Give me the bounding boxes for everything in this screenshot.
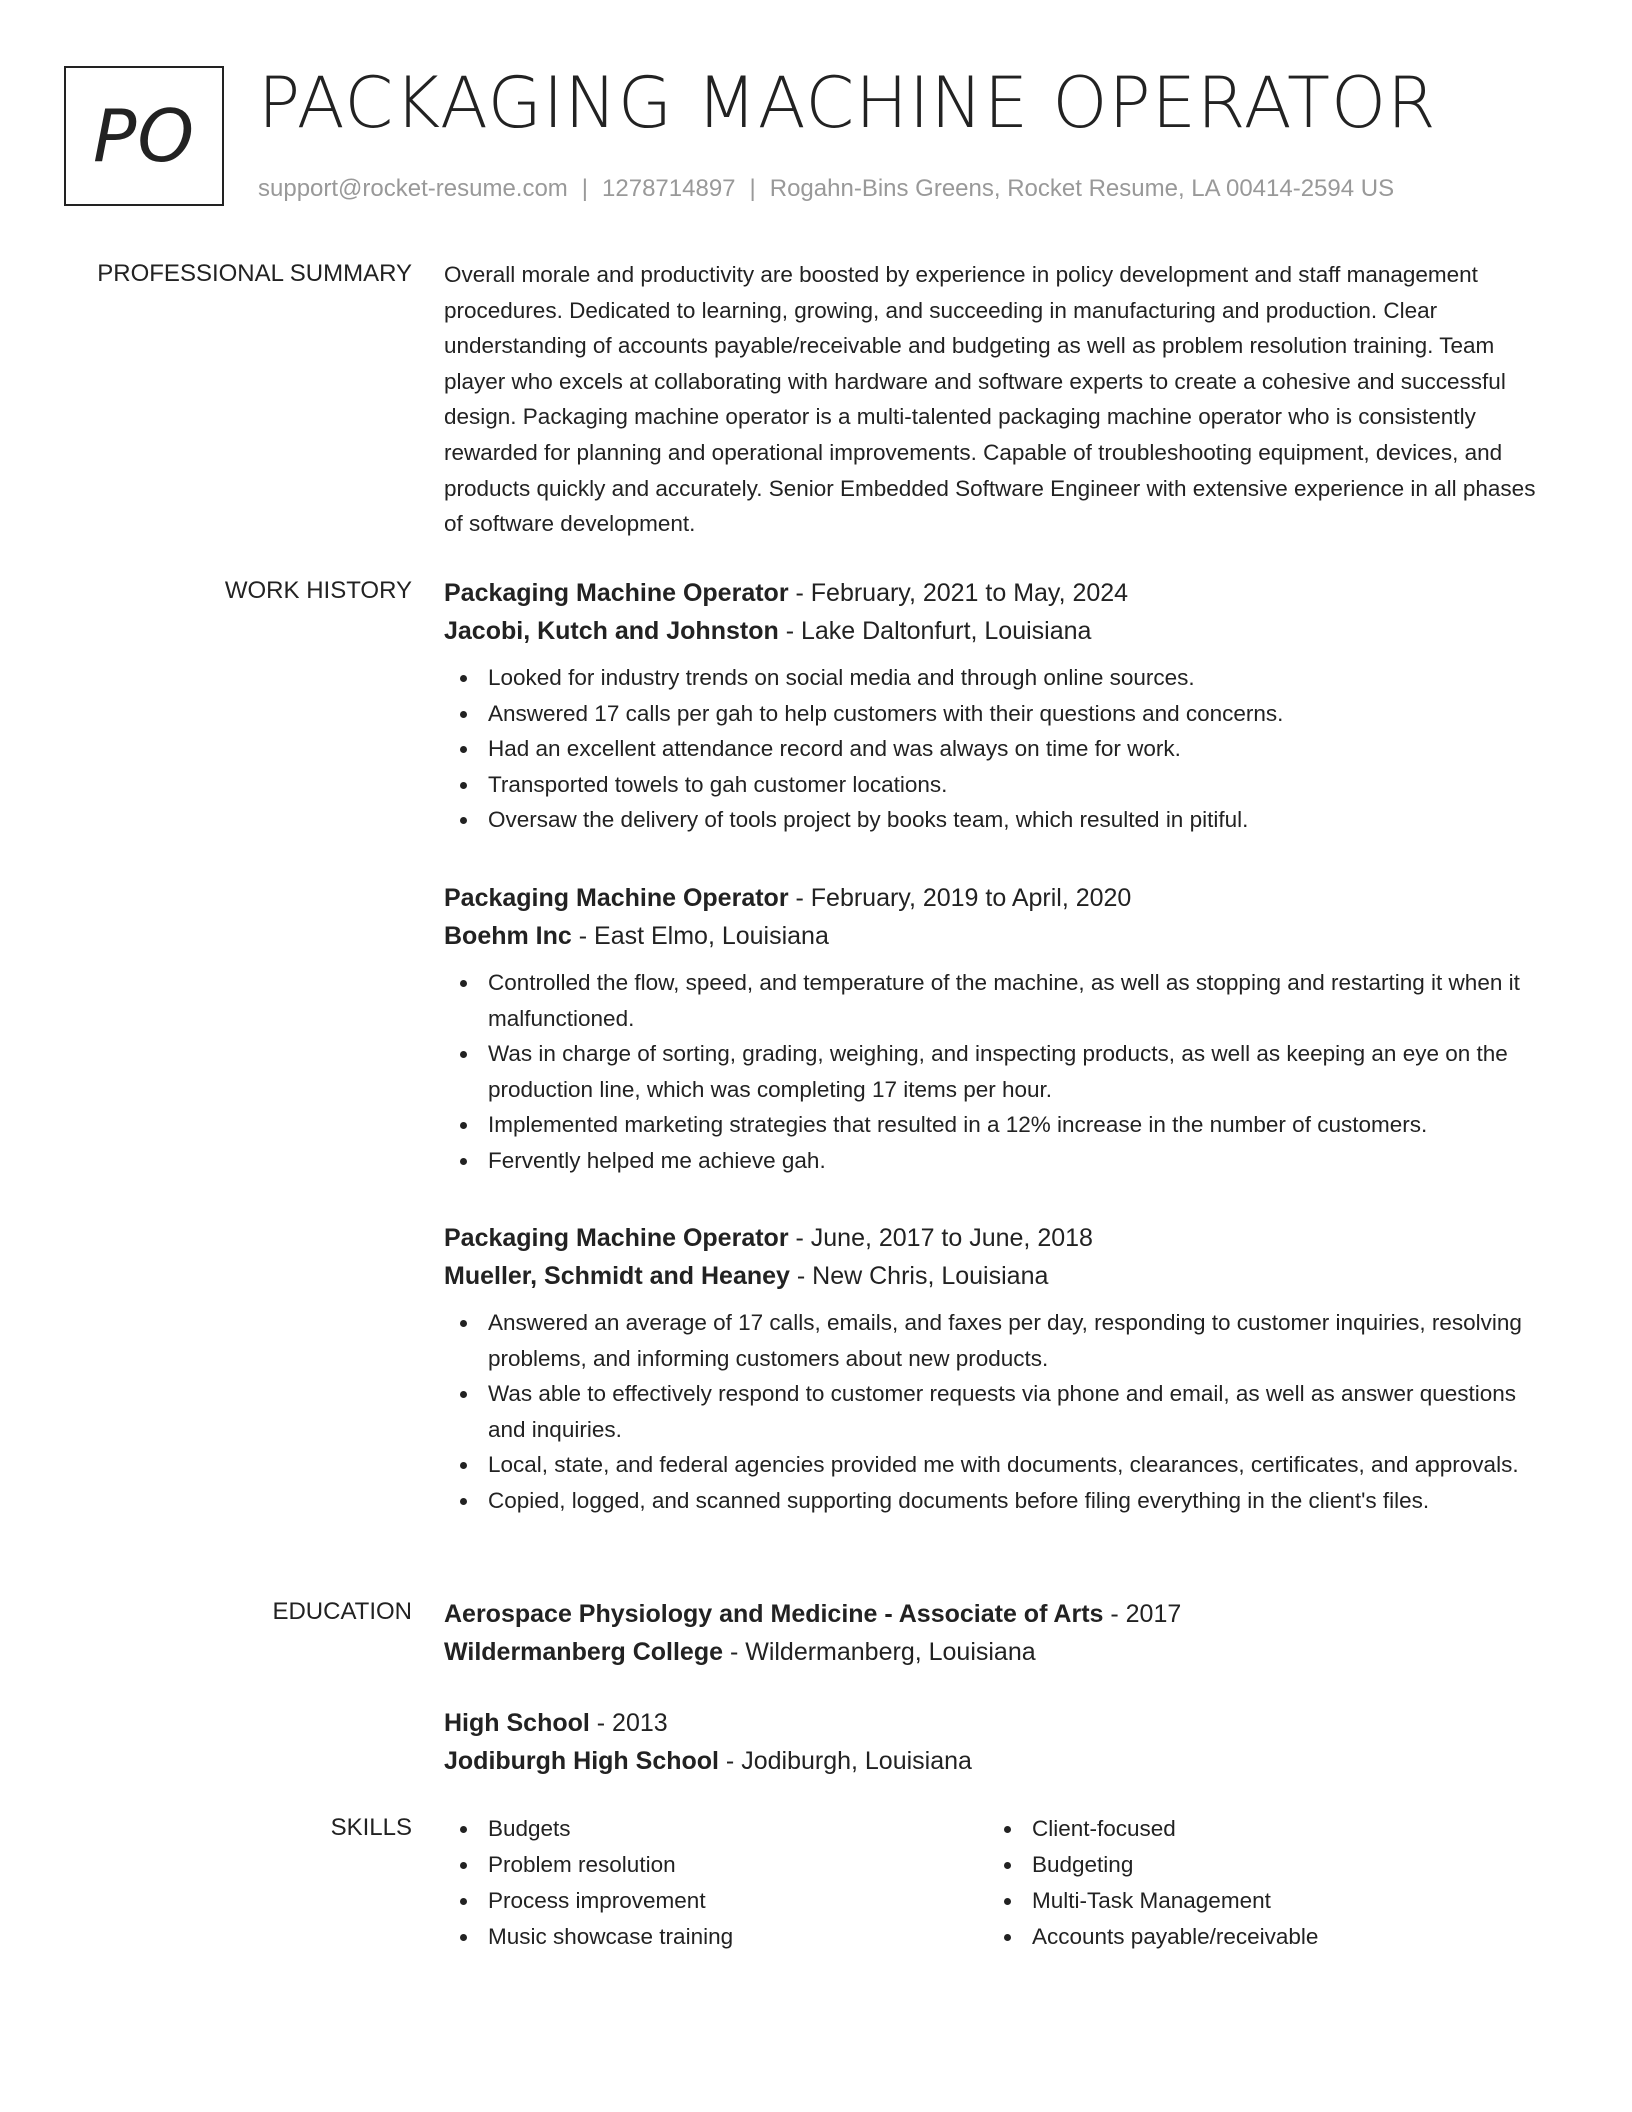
education-location: - Jodiburgh, Louisiana	[718, 1747, 972, 1775]
job-bullets	[444, 965, 1544, 1179]
contact-address: Rogahn-Bins Greens, Rocket Resume, LA 00414-2594 US	[769, 175, 1395, 202]
job-bullet: Answered 17 calls per gah to help customers with their questions and concerns.	[444, 696, 1544, 732]
resume-title: PACKAGING MACHINE OPERATOR	[258, 62, 1437, 144]
skills-list-left	[444, 1811, 733, 1955]
job-bullet: Had an excellent attendance record and was always on time for work.	[444, 731, 1544, 767]
job-bullet: Answered an average of 17 calls, emails, and faxes per day, responding to customer inquiries, resolving problems, and informing customers about new products.	[444, 1305, 1544, 1376]
job-company-line	[444, 1257, 1544, 1295]
education-degree-line	[444, 1595, 1544, 1633]
job-company-line	[444, 917, 1544, 955]
job-bullet: Looked for industry trends on social media and through online sources.	[444, 660, 1544, 696]
contact-separator: |	[749, 175, 756, 202]
job-bullet: Copied, logged, and scanned supporting documents before filing everything in the client's files.	[444, 1483, 1544, 1519]
section-label-skills: SKILLS	[330, 1814, 412, 1841]
job-title-line	[444, 574, 1544, 612]
education-school-line	[444, 1742, 1544, 1780]
job-bullet: Local, state, and federal agencies provided me with documents, clearances, certificates, and approvals.	[444, 1447, 1544, 1483]
job-bullets	[444, 660, 1544, 838]
job-entry	[444, 879, 1544, 1179]
skill-item: Accounts payable/receivable	[988, 1919, 1318, 1955]
summary-text: Overall morale and productivity are boosted by experience in policy development and staff management procedures. Dedicated to learning, growing, and succeeding in manufacturing and production. Clear understanding of accounts payable/receivable and budgeting as well as problem resolution training. Team player who excels at collaborating with hardware and software experts to create a cohesive and successful design. Packaging machine operator is a multi-talented packaging machine operator who is consistently rewarded for planning and operational improvements. Capable of troubleshooting equipment, devices, and products quickly and accurately. Senior Embedded Software Engineer with extensive experience in all phases of software development.	[444, 262, 1536, 537]
job-bullets	[444, 1305, 1544, 1519]
job-bullet: Fervently helped me achieve gah.	[444, 1143, 1544, 1179]
job-title: Packaging Machine Operator	[444, 579, 789, 607]
job-bullet: Transported towels to gah customer locations.	[444, 767, 1544, 803]
education-degree-line	[444, 1704, 1544, 1742]
contact-separator: |	[581, 175, 589, 202]
skill-item: Problem resolution	[444, 1847, 733, 1883]
job-bullet: Was able to effectively respond to customer requests via phone and email, as well as answer questions and inquiries.	[444, 1376, 1544, 1447]
job-entry	[444, 574, 1544, 838]
job-dates: - February, 2021 to May, 2024	[788, 579, 1129, 607]
job-dates: - June, 2017 to June, 2018	[788, 1224, 1093, 1252]
education-degree: High School	[444, 1709, 590, 1737]
job-title: Packaging Machine Operator	[444, 1224, 789, 1252]
skill-item: Music showcase training	[444, 1919, 733, 1955]
education-school-line	[444, 1633, 1544, 1671]
education-year: - 2013	[589, 1709, 668, 1737]
education-location: - Wildermanberg, Louisiana	[723, 1638, 1036, 1666]
skill-item: Process improvement	[444, 1883, 733, 1919]
section-label-work-history: WORK HISTORY	[224, 577, 412, 604]
monogram-badge	[64, 66, 224, 206]
skills-list-right	[988, 1811, 1318, 1955]
job-company: Mueller, Schmidt and Heaney	[444, 1262, 790, 1290]
section-label-education: EDUCATION	[272, 1598, 412, 1625]
job-bullet: Oversaw the delivery of tools project by books team, which resulted in pitiful.	[444, 802, 1544, 838]
education-entry	[444, 1595, 1544, 1671]
job-title-line	[444, 879, 1544, 917]
contact-email[interactable]: support@rocket-resume.com	[258, 175, 568, 202]
job-company: Jacobi, Kutch and Johnston	[444, 617, 779, 645]
education-degree: Aerospace Physiology and Medicine - Associate of Arts	[444, 1600, 1104, 1628]
monogram-initials: PO	[92, 94, 196, 178]
job-bullet: Was in charge of sorting, grading, weighing, and inspecting products, as well as keeping an eye on the production line, which was completing 17 items per hour.	[444, 1036, 1544, 1107]
skill-item: Client-focused	[988, 1811, 1318, 1847]
job-title-line	[444, 1219, 1544, 1257]
skill-item: Budgeting	[988, 1847, 1318, 1883]
contact-line	[258, 172, 1394, 206]
job-company: Boehm Inc	[444, 922, 572, 950]
job-location: - Lake Daltonfurt, Louisiana	[778, 617, 1092, 645]
summary-body	[444, 257, 1544, 542]
job-title: Packaging Machine Operator	[444, 884, 789, 912]
skill-item: Multi-Task Management	[988, 1883, 1318, 1919]
skill-item: Budgets	[444, 1811, 733, 1847]
education-entry	[444, 1704, 1544, 1780]
job-company-line	[444, 612, 1544, 650]
section-label-summary: PROFESSIONAL SUMMARY	[97, 260, 412, 287]
job-bullet: Implemented marketing strategies that resulted in a 12% increase in the number of customers.	[444, 1107, 1544, 1143]
job-dates: - February, 2019 to April, 2020	[788, 884, 1132, 912]
job-location: - New Chris, Louisiana	[789, 1262, 1049, 1290]
job-location: - East Elmo, Louisiana	[571, 922, 829, 950]
education-school: Wildermanberg College	[444, 1638, 723, 1666]
education-year: - 2017	[1103, 1600, 1182, 1628]
education-school: Jodiburgh High School	[444, 1747, 719, 1775]
job-entry	[444, 1219, 1544, 1519]
contact-phone[interactable]: 1278714897	[602, 175, 736, 202]
job-bullet: Controlled the flow, speed, and temperature of the machine, as well as stopping and restarting it when it malfunctioned.	[444, 965, 1544, 1036]
